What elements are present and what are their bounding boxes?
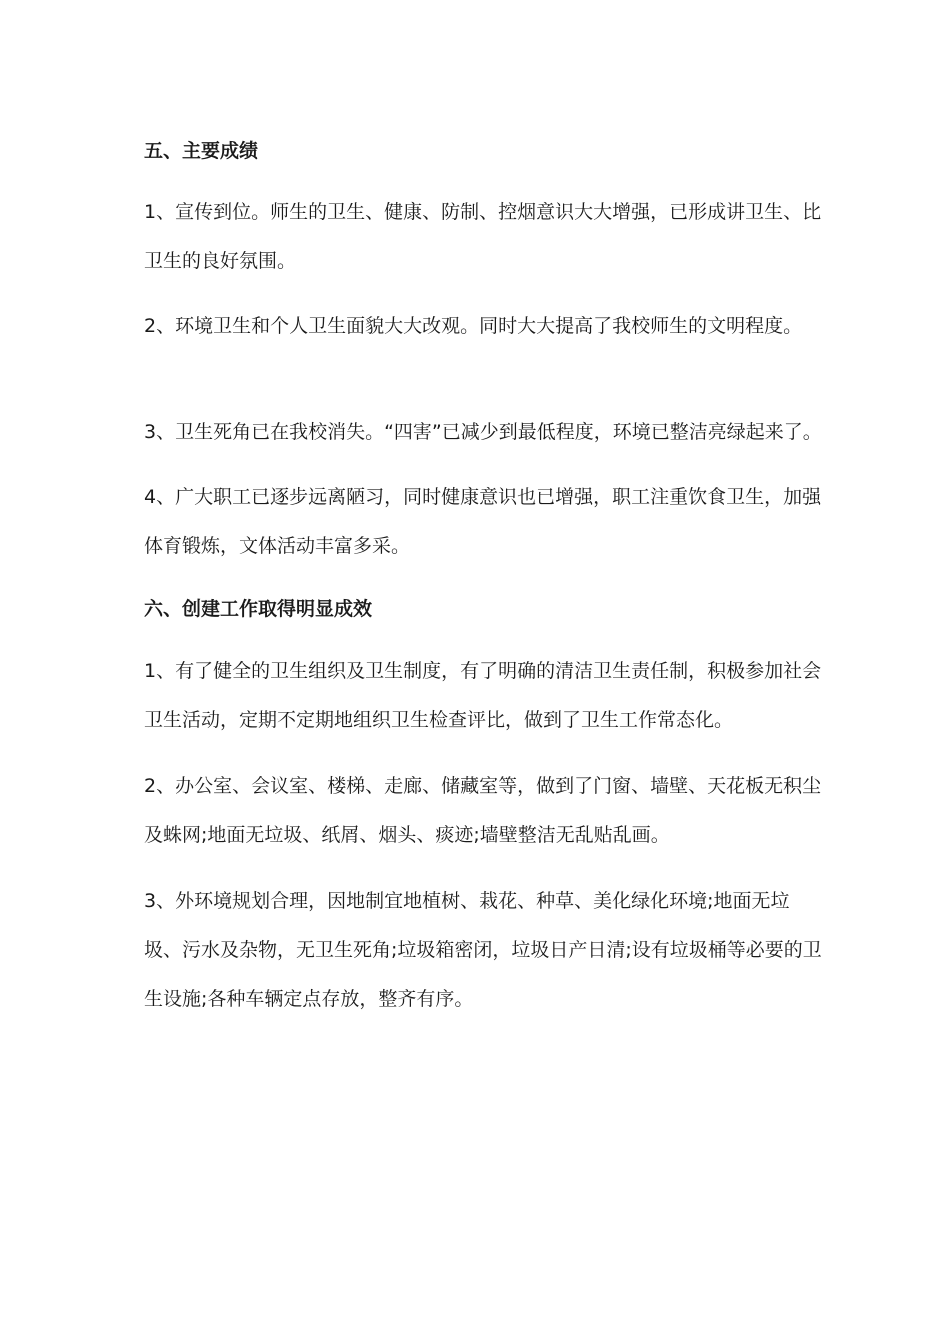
- paragraph: 3、卫生死角已在我校消失。“四害”已减少到最低程度，环境已整洁亮绿起来了。: [144, 421, 822, 443]
- paragraph: 4、广大职工已逐步远离陋习，同时健康意识也已增强，职工注重饮食卫生，加强体育锻炼，文体活动丰富多采。: [144, 486, 822, 557]
- document-body: [144, 134, 824, 1024]
- paragraph: 1、有了健全的卫生组织及卫生制度，有了明确的清洁卫生责任制，积极参加社会卫生活动，定期不定期地组织卫生检查评比，做到了卫生工作常态化。: [144, 660, 822, 731]
- paragraph: 2、办公室、会议室、楼梯、走廊、储藏室等，做到了门窗、墙壁、天花板无积尘及蛛网;地面无垃圾、纸屑、烟头、痰迹;墙壁整洁无乱贴乱画。: [144, 775, 822, 846]
- paragraph: 1、宣传到位。师生的卫生、健康、防制、控烟意识大大增强，已形成讲卫生、比卫生的良好氛围。: [144, 201, 822, 272]
- paragraph: 2、环境卫生和个人卫生面貌大大改观。同时大大提高了我校师生的文明程度。: [144, 315, 803, 337]
- section-heading-results: 六、创建工作取得明显成效: [144, 598, 373, 620]
- paragraph: 3、外环境规划合理，因地制宜地植树、栽花、种草、美化绿化环境;地面无垃圾、污水及杂物，无卫生死角;垃圾箱密闭，垃圾日产日清;设有垃圾桶等必要的卫生设施;各种车辆定点存放，整齐有序。: [144, 890, 822, 1010]
- section-heading-achievements: 五、主要成绩: [144, 140, 259, 162]
